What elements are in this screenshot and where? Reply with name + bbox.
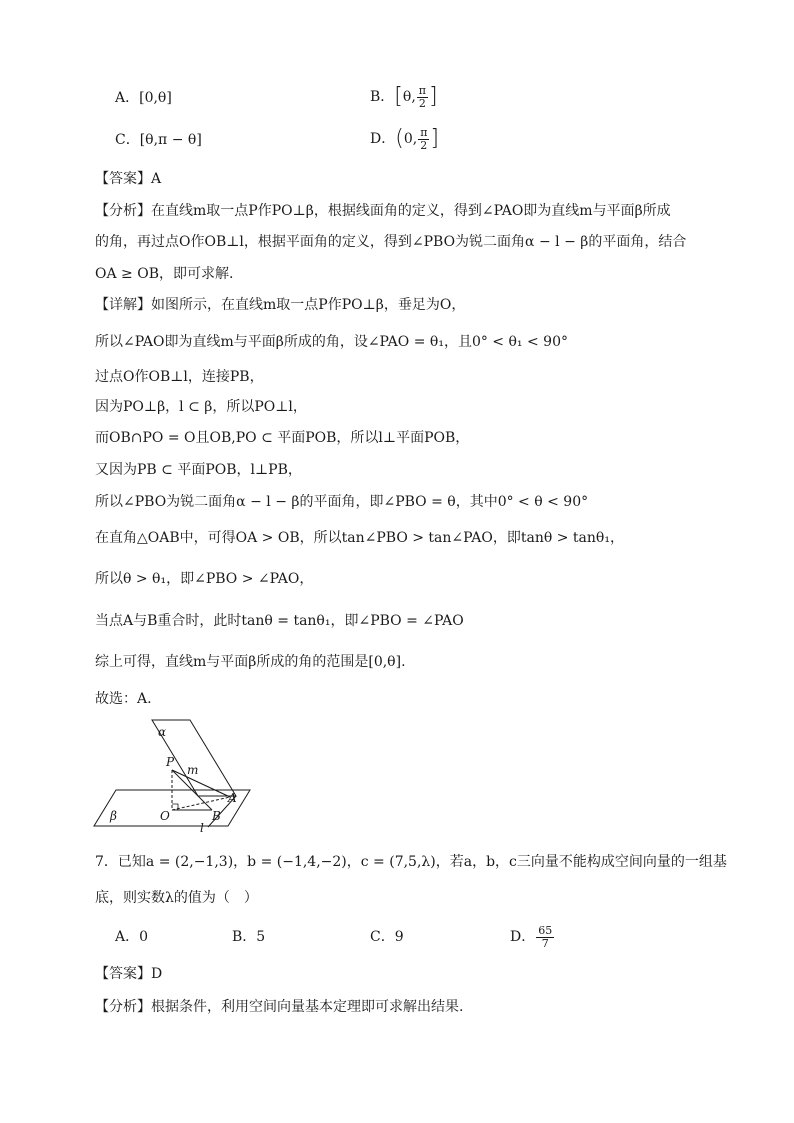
option-d-fraction [418,127,429,152]
q7-option-d-fraction [536,925,554,950]
q6-detail-line-5: 而OB∩PO = O且OB,PO ⊂ 平面POB，所以l⊥平面POB， [95,430,470,446]
option-b-prefix: B． [370,89,395,105]
q6-answer: 【答案】A [95,171,162,187]
label-l: l [200,821,204,835]
q6-detail-line-10: 当点A与B重合时，此时tanθ = tanθ₁，即∠PBO = ∠PAO [95,613,464,629]
q7-option-d-denominator: 7 [541,936,549,950]
q7-option-d-prefix: D． [510,929,536,945]
close-bracket: ] [430,126,440,151]
label-p: P [166,755,175,769]
open-paren: ( [395,126,404,151]
label-m: m [187,763,199,777]
q6-option-a: A．[0,θ] [115,90,172,106]
q6-detail-line-11: 综上可得，直线m与平面β所成的角的范围是[0,θ]. [95,654,406,670]
q7-option-b: B．5 [232,929,266,945]
segment-pa [172,770,230,797]
q7-stem-line-2: 底，则实数λ的值为（ ） [95,890,258,906]
option-d-denominator: 2 [420,138,428,152]
q6-option-b [370,80,438,114]
label-beta: β [110,809,117,823]
label-b: B [212,809,221,823]
q6-detail-line-8: 在直角△OAB中，可得OA > OB，所以tan∠PBO > tan∠PAO，即tanθ > tanθ₁， [95,530,624,546]
label-o: O [160,809,170,823]
q6-detail-line-6: 又因为PB ⊂ 平面POB，l⊥PB， [95,462,302,478]
q7-stem-line-1: 7．已知a = (2,−1,3)，b = (−1,4,−2)，c = (7,5,λ)，若a，b，c三向量不能构成空间向量的一组基 [95,854,727,870]
q6-detail-line-7: 所以∠PBO为锐二面角α − l − β的平面角，即∠PBO = θ，其中0° < θ < 90° [95,494,589,510]
label-a: A [228,791,237,805]
q6-detail-line-1: 【详解】如图所示，在直线m取一点P作PO⊥β，垂足为O， [95,297,466,313]
open-bracket: [ [394,84,403,109]
q6-detail-line-2: 所以∠PAO即为直线m与平面β所成的角，设∠PAO = θ₁，且0° < θ₁ < 90° [95,334,568,350]
q6-option-c: C．[θ,π − θ] [115,132,202,148]
q6-detail-line-3: 过点O作OB⊥l，连接PB， [95,369,264,385]
close-bracket: ] [429,84,438,109]
option-b-left: θ, [402,89,416,105]
q7-option-c: C．9 [370,929,404,945]
q7-analysis: 【分析】根据条件，利用空间向量基本定理即可求解出结果. [95,999,464,1015]
option-d-numerator: π [420,125,428,139]
option-b-denominator: 2 [418,96,426,110]
q6-detail-line-4: 因为PO⊥β，l ⊂ β，所以PO⊥l， [95,399,307,415]
option-d-left: 0, [403,131,418,147]
q6-detail-line-12: 故选：A. [95,691,152,707]
q7-option-d [510,920,555,954]
q6-analysis-line-1: 【分析】在直线m取一点P作PO⊥β，根据线面角的定义，得到∠PAO即为直线m与平面β所成 [95,203,671,219]
q6-analysis-line-3: OA ≥ OB，即可求解. [95,266,234,282]
option-b-numerator: π [418,83,427,97]
geometry-figure [90,712,260,837]
option-b-fraction [417,85,428,110]
label-alpha: α [158,725,167,739]
q7-answer: 【答案】D [95,966,163,982]
q7-option-a: A．0 [115,929,149,945]
option-d-prefix: D． [370,131,396,147]
q6-detail-line-9: 所以θ > θ₁，即∠PBO > ∠PAO， [95,571,314,587]
q7-option-d-numerator: 65 [538,923,553,937]
q6-analysis-line-2: 的角，再过点O作OB⊥l，根据平面角的定义，得到∠PBO为锐二面角α − l − β的平面角，结合 [95,234,687,250]
q6-option-d [370,122,439,156]
